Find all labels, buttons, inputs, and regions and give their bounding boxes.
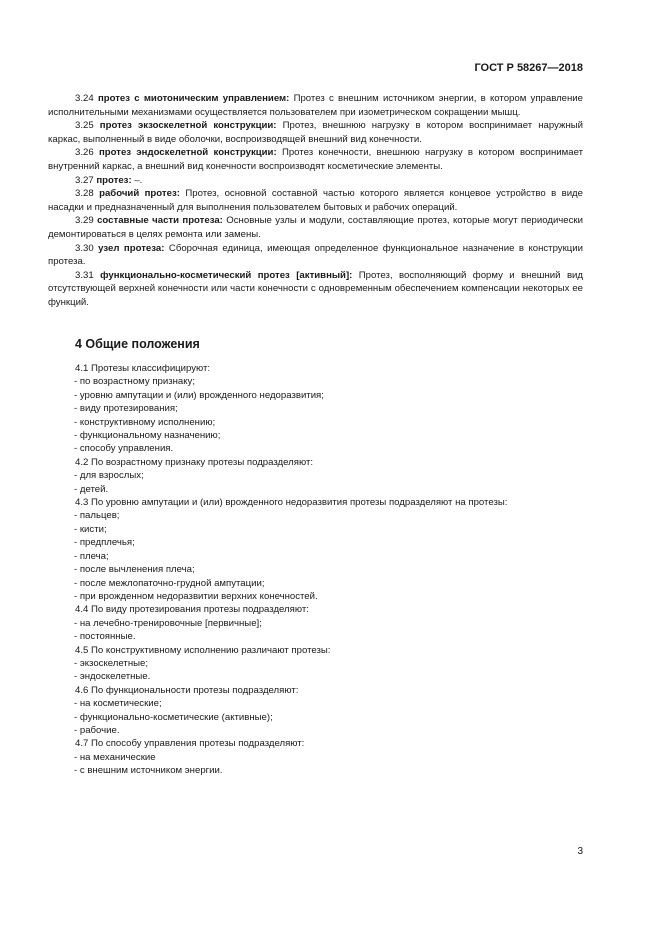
term-entry — [48, 242, 583, 269]
list-item: - постоянные. — [74, 631, 136, 643]
term-entry — [48, 269, 583, 310]
term-name: протез: — [96, 174, 132, 186]
term-definition: –. — [134, 174, 143, 186]
term-name: составные части протеза: — [97, 215, 223, 227]
term-entry — [48, 119, 583, 146]
list-item: - рабочие. — [74, 724, 120, 736]
clause-paragraph: 4.3 По уровню ампутации и (или) врожденного недоразвития протезы подразделяют на протезы: — [75, 497, 508, 509]
clause-paragraph: 4.5 По конструктивному исполнению различают протезы: — [75, 644, 331, 656]
terms-list — [48, 92, 583, 310]
list-item: - эндоскелетные. — [74, 671, 151, 683]
term-definition: Протез, восполняющий форму и внешний вид отсутствующей верхней конечности или части конечности с одновременным обеспечением компенсации некоторых ее функций. — [48, 269, 584, 308]
list-item: - пальцев; — [74, 510, 120, 522]
term-entry — [48, 92, 583, 119]
term-entry — [48, 214, 583, 241]
term-definition: Сборочная единица, имеющая определенное функциональное назначение в конструкции протеза. — [48, 242, 584, 268]
term-number: 3.29 — [75, 215, 94, 227]
list-item: - при врожденном недоразвитии верхних конечностей. — [74, 590, 318, 602]
document-header: ГОСТ Р 58267—2018 — [474, 62, 583, 74]
term-definition: Протез конечности, внешнюю нагрузку в котором воспринимает внутренний каркас, а внешний вид конечности воспроизводят косметические элементы. — [48, 147, 583, 172]
term-name: узел протеза: — [98, 242, 165, 254]
list-item: - конструктивному исполнению; — [74, 416, 216, 428]
list-item: - детей. — [74, 483, 109, 495]
term-name: протез эндоскелетной конструкции: — [99, 147, 277, 159]
term-name: протез с миотоническим управлением: — [97, 93, 290, 104]
term-number: 3.26 — [75, 147, 94, 159]
page-number: 3 — [577, 846, 583, 857]
list-item: - виду протезирования; — [74, 403, 178, 415]
term-definition: Протез, основной составной частью которого является концевое устройство в виде насадки и предназначенный для выполнения пользователем бытовых и рабочих операций. — [48, 188, 583, 213]
list-item: - уровню ампутации и (или) врожденного недоразвития; — [74, 389, 324, 401]
list-item: - функционально-косметические (активные); — [74, 711, 273, 723]
list-item: - кисти; — [74, 523, 107, 535]
clause-paragraph: 4.7 По способу управления протезы подразделяют: — [75, 738, 305, 750]
term-name: рабочий протез: — [99, 188, 180, 200]
term-entry — [48, 146, 583, 173]
list-item: - функциональному назначению; — [74, 430, 221, 442]
term-number: 3.31 — [75, 269, 94, 281]
section-title: 4 Общие положения — [75, 337, 200, 351]
term-number: 3.30 — [75, 242, 94, 254]
list-item: - с внешним источником энергии. — [74, 765, 223, 777]
list-item: - экзоскелетные; — [74, 657, 149, 669]
list-item: - по возрастному признаку; — [74, 376, 196, 388]
term-number: 3.25 — [75, 120, 94, 132]
list-item: - на лечебно-тренировочные [первичные]; — [74, 617, 262, 629]
list-item: - плеча; — [74, 550, 109, 562]
list-item: - предплечья; — [74, 537, 135, 549]
clause-paragraph: 4.2 По возрастному признаку протезы подразделяют: — [75, 456, 314, 468]
term-entry — [48, 187, 583, 214]
list-item: - для взрослых; — [74, 470, 144, 482]
list-item: - после вычленения плеча; — [74, 564, 195, 576]
term-number: 3.24 — [75, 93, 94, 104]
clause-paragraph: 4.1 Протезы классифицируют: — [75, 363, 211, 374]
term-number: 3.27 — [75, 174, 94, 186]
list-item: - способу управления. — [74, 443, 174, 455]
term-definition: Протез, внешнюю нагрузку в котором воспринимает наружный каркас, выполненный в виде оболочки, воспроизводящей внешний вид конечности. — [48, 120, 583, 145]
clause-paragraph: 4.4 По виду протезирования протезы подразделяют: — [75, 604, 309, 616]
term-number: 3.28 — [75, 188, 94, 200]
list-item: - после межлопаточно-грудной ампутации; — [74, 577, 265, 589]
term-definition: Основные узлы и модули, составляющие протез, которые могут периодически демонтироваться в целях ремонта или замены. — [48, 215, 583, 240]
term-name: функционально-косметический протез [активный]: — [100, 269, 353, 281]
list-item: - на косметические; — [74, 698, 162, 710]
clause-paragraph: 4.6 По функциональности протезы подразделяют: — [75, 684, 299, 696]
term-name: протез экзоскелетной конструкции: — [99, 120, 277, 132]
list-item: - на механические — [74, 751, 156, 763]
section-body — [48, 362, 583, 778]
term-definition: Протез с внешним источником энергии, в котором управление исполнительными механизмами осуществляется пользователем при изометрическом сокращении мышц. — [48, 93, 584, 118]
term-entry — [48, 174, 583, 188]
